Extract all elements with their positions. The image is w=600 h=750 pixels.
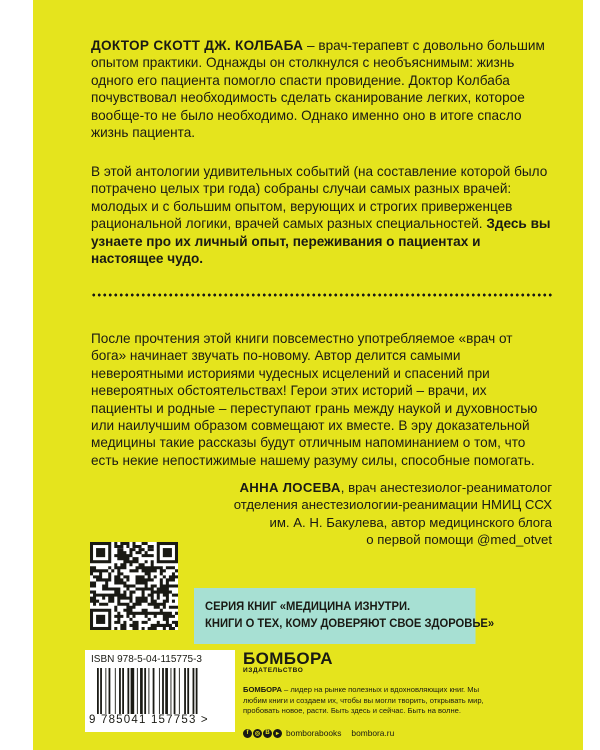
social-handle[interactable]: bomborabooks	[286, 728, 342, 738]
review-author-role: , врач анестезиолог-реаниматолог	[340, 480, 552, 495]
anthology-highlight: Здесь вы узнаете про их личный опыт, переживания о пациентах и настоящее чудо.	[91, 216, 551, 267]
barcode-icon	[97, 668, 227, 714]
barcode-area	[85, 650, 235, 732]
instagram-icon[interactable]: ◎	[254, 730, 261, 737]
youtube-icon[interactable]: ▸	[273, 729, 282, 738]
barcode-digits: 9 785041 157753 >	[89, 714, 209, 726]
publisher-desc-name: БОМБОРА	[243, 685, 282, 694]
publisher-logo-sub: ИЗДАТЕЛЬСТВО	[243, 667, 304, 674]
social-links	[243, 728, 394, 738]
review-author-line1	[233, 479, 552, 496]
review-author	[233, 479, 552, 549]
author-name: ДОКТОР СКОТТ ДЖ. КОЛБАБА	[91, 38, 304, 53]
series-banner	[194, 588, 495, 644]
series-line2: КНИГИ О ТЕХ, КОМУ ДОВЕРЯЮТ СВОЕ ЗДОРОВЬЕ»	[205, 615, 495, 630]
book-back-cover	[33, 0, 583, 750]
publisher-logo	[243, 650, 333, 674]
review-author-name: АННА ЛОСЕВА	[239, 480, 341, 495]
facebook-icon[interactable]: f	[243, 729, 252, 738]
anthology-paragraph	[91, 163, 551, 267]
publisher-description	[243, 685, 503, 717]
author-intro-text: – врач-терапевт с довольно большим опытом практики. Однажды он столкнулся с необъяснимым: жизнь одного его пациента помогло спасти провидение. Доктор Колбаба почувствовал необходимость сделать сканирование легких, которое вообще-то не было необходимо. Однако именно оно в итоге спасло жизнь пациента.	[91, 38, 545, 141]
author-intro-paragraph	[91, 37, 551, 141]
anthology-text: В этой антологии удивительных событий (на составление которой было потрачено целых три года) собраны случаи самых разных врачей: молодых и с большим опытом, верующих и строгих приверженцев рациональной логики, врачей самых разных специальностей.	[91, 164, 548, 232]
qr-code[interactable]	[90, 542, 178, 630]
review-quote	[91, 330, 551, 469]
vk-icon[interactable]: B	[263, 729, 272, 738]
qr-code-icon	[90, 542, 178, 630]
review-author-line4: о первой помощи @med_otvet	[366, 532, 552, 548]
publisher-logo-name: БОМБОРА	[243, 649, 333, 668]
publisher-desc-text: – лидер на рынке полезных и вдохновляющих книг. Мы любим книги и создаем их, чтобы вы могли творить, открывать мир, пробовать новое, расти. Быть здесь и сейчас. Быть на волне.	[243, 685, 484, 716]
review-author-line3: им. А. Н. Бакулева, автор медицинского блога	[269, 514, 552, 530]
review-author-line2: отделения анестезиологии-реанимации НМИЦ ССХ	[233, 497, 552, 513]
series-line1: СЕРИЯ КНИГ «МЕДИЦИНА ИЗНУТРИ.	[205, 599, 411, 613]
publisher-site[interactable]: bombora.ru	[351, 728, 395, 738]
isbn-label: ISBN 978-5-04-115775-3	[91, 654, 202, 665]
review-quote-text: После прочтения этой книги повсеместно употребляемое «врач от бога» начинает звучать по-новому. Автор делится самыми невероятными историями чудесных исцелений и спасений при невероятных обстоятельствах! Герои этих историй – врачи, их пациенты и родные – переступают грань между наукой и духовностью или наилучшим образом совмещают их вместе. В эру доказательной медицины такие рассказы будут отличным напоминанием о том, что есть некие непостижимые нашему разуму силы, способные помогать.	[91, 331, 538, 468]
dotted-divider	[91, 293, 553, 297]
